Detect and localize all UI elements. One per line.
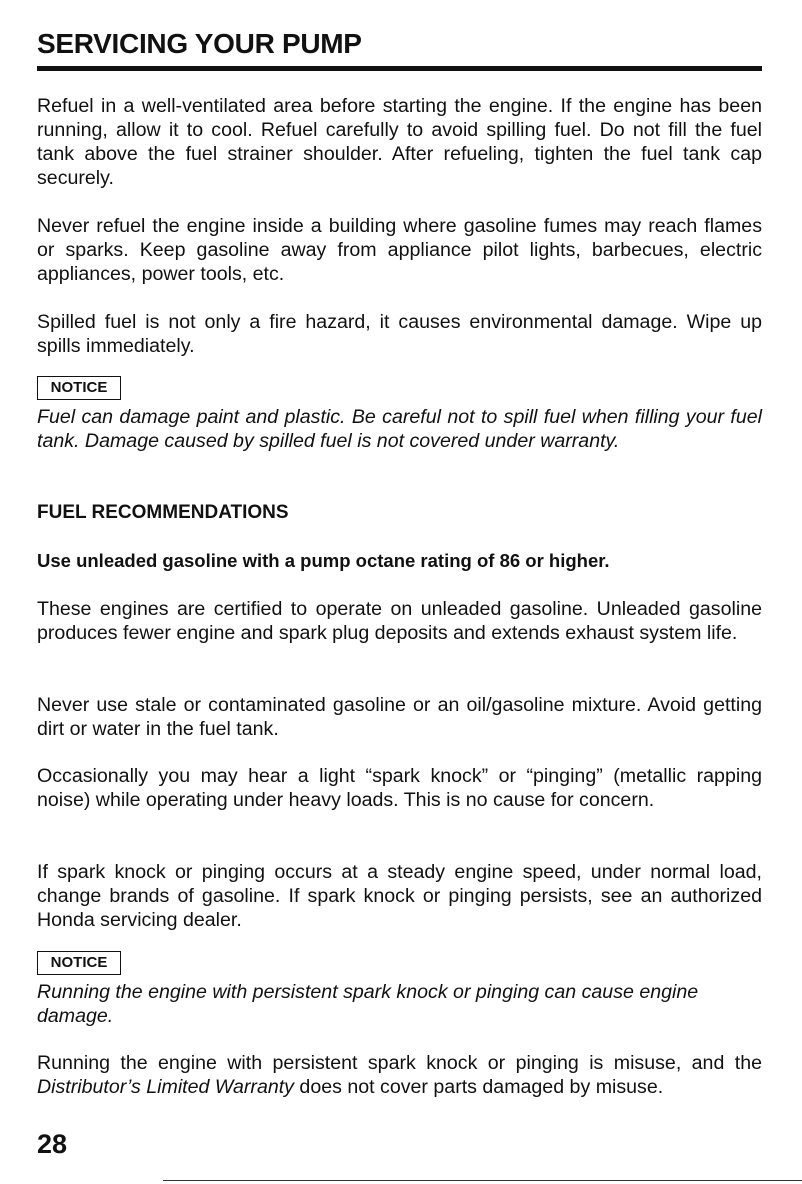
- notice-2-text: Running the engine with persistent spark knock or pinging can cause engine damage.: [37, 981, 699, 1027]
- fuel-recommendations-heading: FUEL RECOMMENDATIONS: [37, 502, 289, 523]
- limited-warranty-title: Distributor’s Limited Warranty: [37, 1076, 294, 1098]
- notice-label-2: NOTICE: [37, 951, 121, 975]
- misuse-text-end: does not cover parts damaged by misuse.: [293, 1076, 664, 1098]
- refuel-intro-paragraph: Refuel in a well-ventilated area before starting the engine. If the engine has been running, allow it to cool. Refuel carefully to avoid spilling fuel. Do not fill the fuel tank above the fuel strainer shoulder. After refueling, tighten the fuel tank cap securely.: [37, 95, 762, 189]
- octane-statement: Use unleaded gasoline with a pump octane rating of 86 or higher.: [37, 550, 610, 571]
- spilled-fuel-paragraph: Spilled fuel is not only a fire hazard, it causes environmental damage. Wipe up spills immediately.: [37, 311, 762, 357]
- certified-paragraph: These engines are certified to operate on unleaded gasoline. Unleaded gasoline produces fewer engine and spark plug deposits and extends exhaust system life.: [37, 598, 762, 644]
- misuse-paragraph: [37, 1051, 762, 1099]
- misuse-text-start: Running the engine with persistent spark knock or pinging is misuse, and the: [37, 1052, 762, 1074]
- notice-1-text: Fuel can damage paint and plastic. Be careful not to spill fuel when filling your fuel tank. Damage caused by spilled fuel is not covered under warranty.: [37, 406, 762, 452]
- title-rule: [37, 66, 762, 71]
- stale-gasoline-paragraph: Never use stale or contaminated gasoline or an oil/gasoline mixture. Avoid getting dirt or water in the fuel tank.: [37, 694, 762, 740]
- spark-knock-paragraph: Occasionally you may hear a light “spark knock” or “pinging” (metallic rapping noise) while operating under heavy loads. This is no cause for concern.: [37, 765, 762, 811]
- notice-label-1: NOTICE: [37, 376, 121, 400]
- page-number: 28: [37, 1129, 68, 1159]
- page-bottom-line: [163, 1180, 802, 1181]
- steady-speed-paragraph: If spark knock or pinging occurs at a steady engine speed, under normal load, change brands of gasoline. If spark knock or pinging persists, see an authorized Honda servicing dealer.: [37, 861, 762, 931]
- never-refuel-paragraph: Never refuel the engine inside a building where gasoline fumes may reach flames or sparks. Keep gasoline away from appliance pilot lights, barbecues, electric appliances, power tools, etc.: [37, 215, 762, 285]
- page-title: SERVICING YOUR PUMP: [37, 28, 362, 59]
